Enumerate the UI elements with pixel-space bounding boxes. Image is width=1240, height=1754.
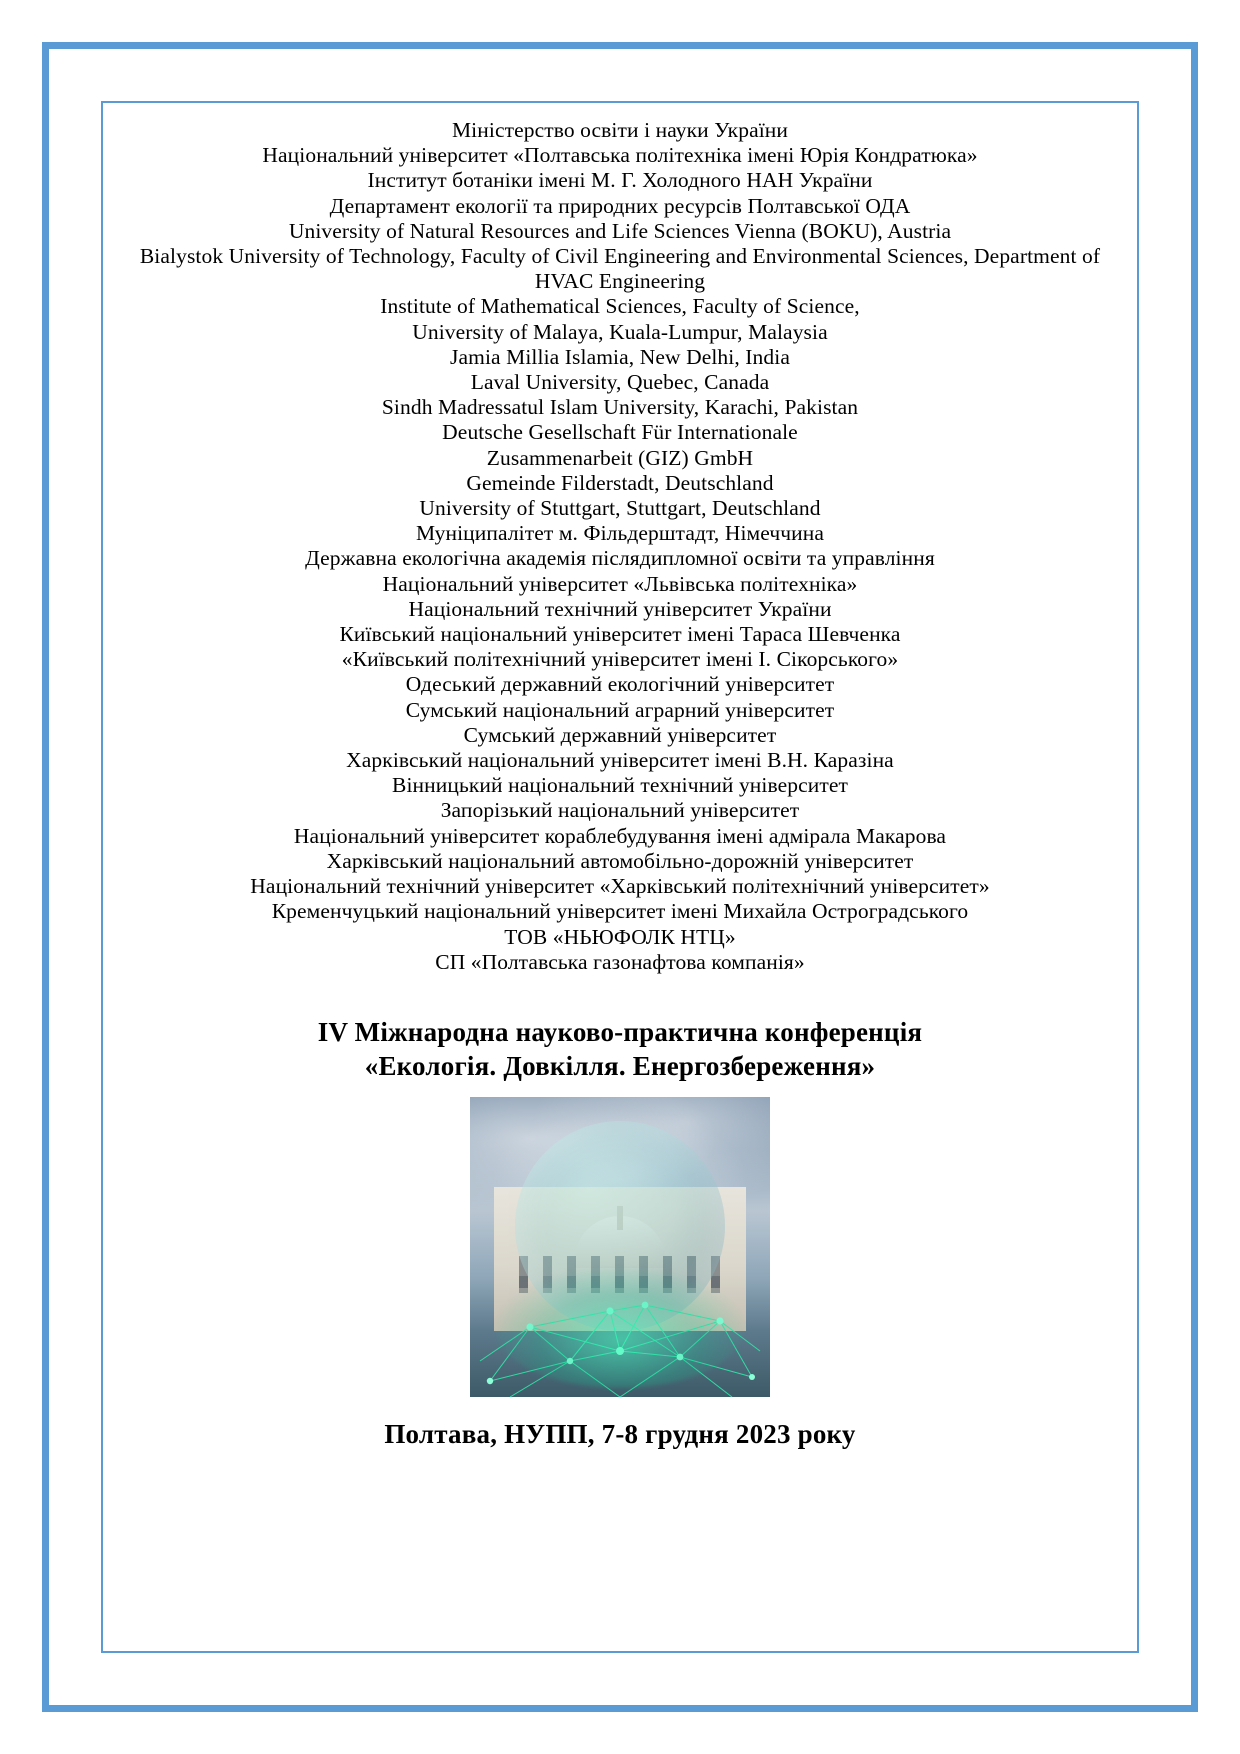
conference-title <box>110 1015 1130 1083</box>
list-item: Муніципалітет м. Фільдерштадт, Німеччина <box>415 521 825 546</box>
place-and-date: Полтава, НУПП, 7-8 грудня 2023 року <box>384 1418 856 1449</box>
list-item: Laval University, Quebec, Canada <box>470 370 770 395</box>
list-item: Харківський національний університет імені В.Н. Каразіна <box>346 748 894 773</box>
list-item: Національний технічний університет «Харківський політехнічний університет» <box>250 874 990 899</box>
list-item: Bialystok University of Technology, Faculty of Civil Engineering and Environmental Sciences, Department of HVAC Engineering <box>139 244 1101 294</box>
list-item: Institute of Mathematical Sciences, Faculty of Science, <box>380 294 860 319</box>
list-item: Національний університет «Полтавська політехніка імені Юрія Кондратюка» <box>262 143 978 168</box>
list-item: Сумський національний аграрний університет <box>405 697 835 722</box>
list-item: Кременчуцький національний університет імені Михайла Остроградського <box>271 899 969 924</box>
list-item: University of Natural Resources and Life Sciences Vienna (BOKU), Austria <box>288 218 952 243</box>
list-item: СП «Полтавська газонафтова компанія» <box>435 949 805 974</box>
list-item: Одеський державний екологічний університет <box>405 672 835 697</box>
conference-title-line-2: «Екологія. Довкілля. Енергозбереження» <box>364 1050 876 1081</box>
list-item: Gemeinde Filderstadt, Deutschland <box>466 470 774 495</box>
list-item: Міністерство освіти і науки України <box>451 118 789 142</box>
list-item: Deutsche Gesellschaft Für Internationale <box>442 420 798 445</box>
green-glow-layer <box>495 1268 745 1388</box>
list-item: «Київський політехнічний університет імені І. Сікорського» <box>341 647 899 672</box>
list-item: Jamia Millia Islamia, New Delhi, India <box>450 344 790 369</box>
organizers-list <box>110 118 1130 975</box>
list-item: Державна екологічна академія післядипломної освіти та управління <box>305 546 935 571</box>
green-hands-network-icon <box>470 1241 770 1397</box>
conference-title-line-1: IV Міжнародна науково-практична конференція <box>317 1016 923 1047</box>
emblem-container <box>110 1097 1130 1397</box>
list-item: Сумський державний університет <box>463 722 777 747</box>
conference-emblem-image <box>470 1097 770 1397</box>
list-item: Zusammenarbeit (GIZ) GmbH <box>486 445 754 470</box>
list-item: Sindh Madressatul Islam University, Karachi, Pakistan <box>381 395 859 420</box>
list-item: Київський національний університет імені Тараса Шевченка <box>339 622 901 647</box>
list-item: Національний технічний університет України <box>408 596 832 621</box>
list-item: Національний університет кораблебудування імені адмірала Макарова <box>293 823 947 848</box>
list-item: ТОВ «НЬЮФОЛК НТЦ» <box>504 924 736 949</box>
list-item: Запорізький національний університет <box>440 798 800 823</box>
list-item: Інститут ботаніки імені М. Г. Холодного НАН України <box>367 168 873 193</box>
list-item: Харківський національний автомобільно-дорожній університет <box>326 848 914 873</box>
list-item: Департамент екології та природних ресурсів Полтавської ОДА <box>329 193 911 218</box>
list-item: University of Malaya, Kuala-Lumpur, Malaysia <box>412 319 828 344</box>
list-item: Національний університет «Львівська політехніка» <box>382 571 858 596</box>
list-item: Вінницький національний технічний університет <box>392 773 848 798</box>
cover-content <box>110 118 1130 1450</box>
list-item: University of Stuttgart, Stuttgart, Deutschland <box>419 496 821 521</box>
